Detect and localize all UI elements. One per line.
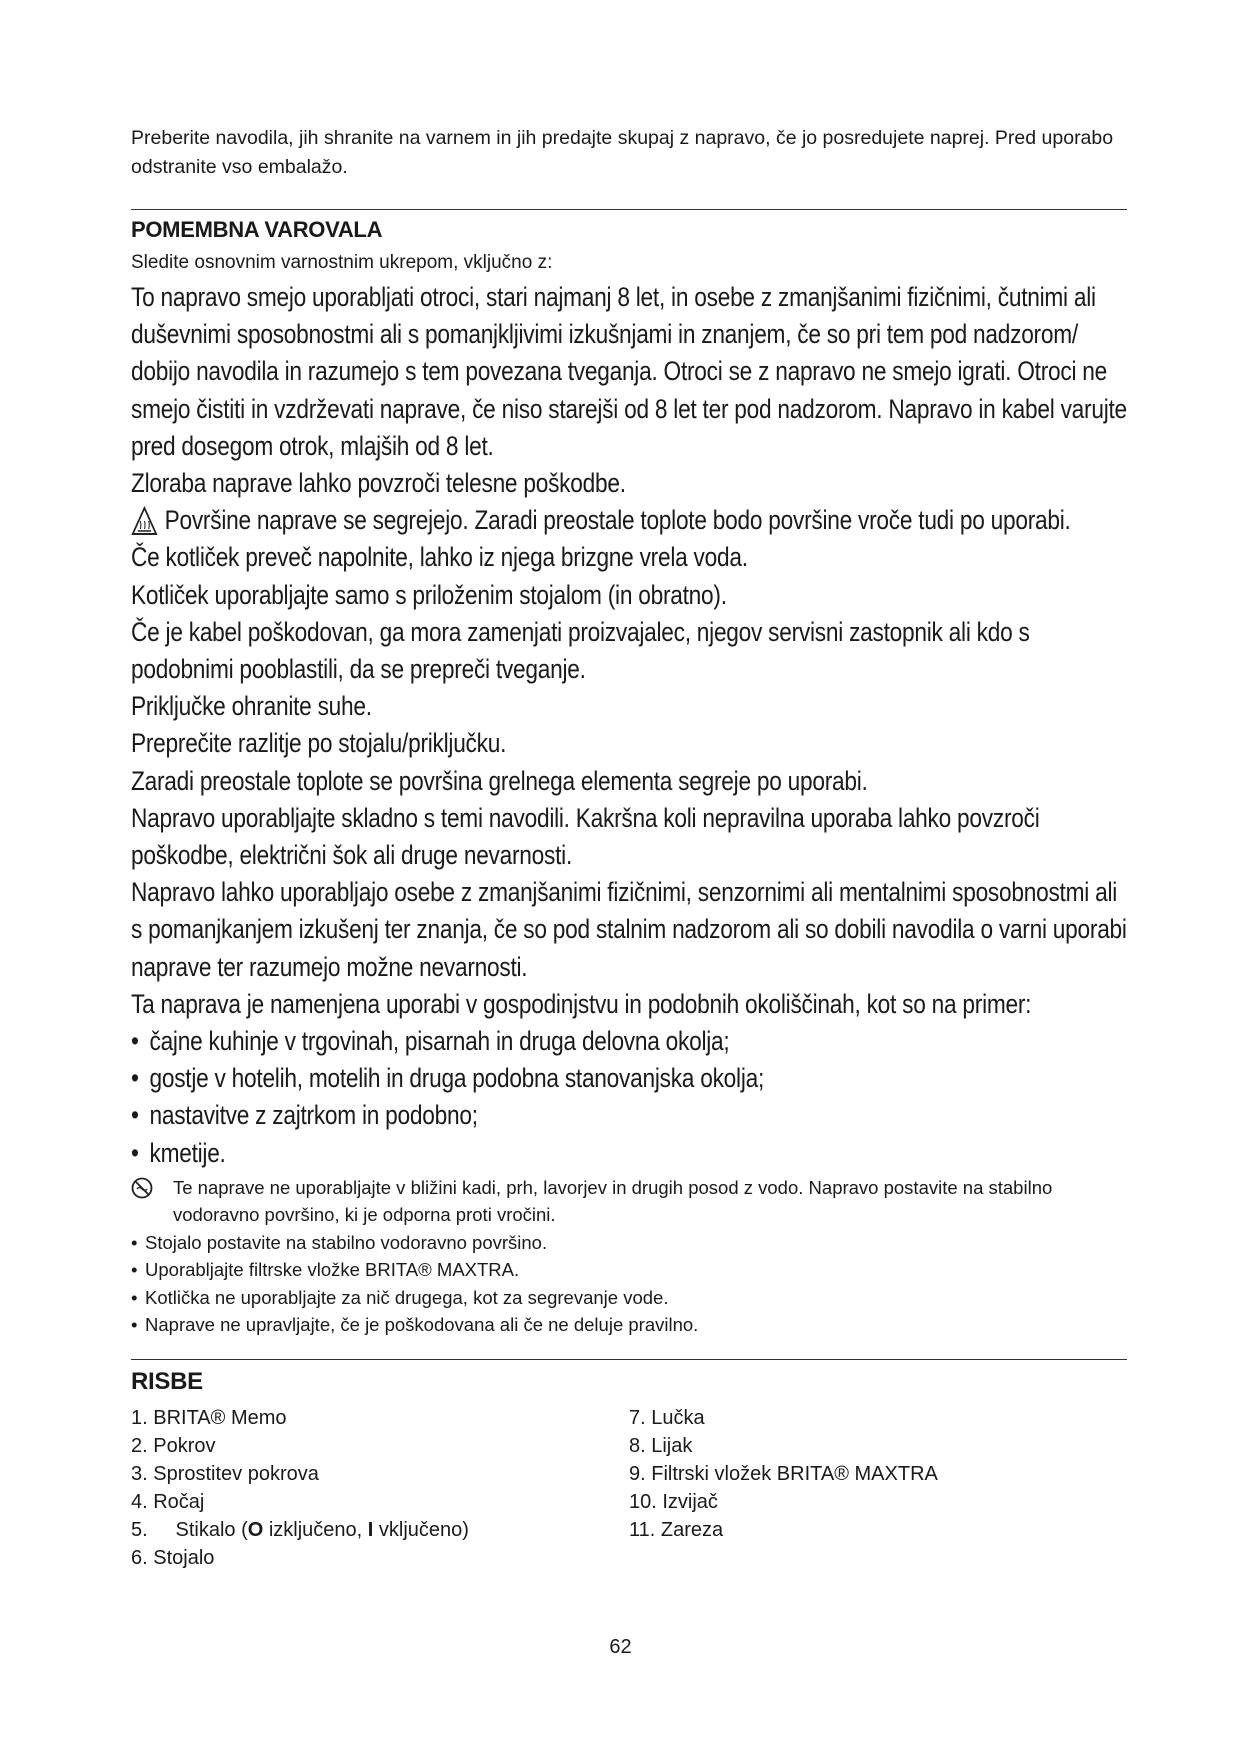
safety-paragraph: Zloraba naprave lahko povzroči telesne poškodbe. xyxy=(131,468,626,499)
part-item: 2. Pokrov xyxy=(131,1434,216,1457)
part-item: 3. Sprostitev pokrova xyxy=(131,1462,319,1485)
bullet-dot: • xyxy=(131,1231,138,1253)
list-item: • čajne kuhinje v trgovinah, pisarnah in druga delovna okolja; xyxy=(131,1023,1127,1060)
drawings-heading: RISBE xyxy=(131,1367,203,1395)
safety-notes xyxy=(131,1174,1127,1339)
bullet-dot: • xyxy=(131,1314,138,1336)
safety-paragraph: Napravo uporabljajte skladno s temi navodili. Kakršna koli nepravilna uporaba lahko povzroči poškodbe, električni šok ali druge nevarnosti. xyxy=(131,802,1040,871)
hot-surface-warning xyxy=(131,502,1127,539)
safety-paragraph: Če kotliček preveč napolnite, lahko iz njega brizgne vrela voda. xyxy=(131,542,748,573)
no-water-icon xyxy=(131,1177,153,1199)
parts-column-left xyxy=(131,1404,629,1572)
list-item: • Stojalo postavite na stabilno vodoravno površino. xyxy=(131,1229,1127,1257)
safety-subtitle: Sledite osnovnim varnostnim ukrepom, vključno z: xyxy=(131,252,553,273)
safety-paragraph: To napravo smejo uporabljati otroci, stari najmanj 8 let, in osebe z zmanjšanimi fizičnimi, čutnimi ali duševnimi sposobnostmi ali s pomanjkljivimi izkušnjami in znanjem, če so pri tem pod nadzorom/ dobijo navodila in razumejo s tem povezana tveganja. Otroci se z napravo ne smejo igrati. Otroci ne smejo čistiti in vzdrževati naprave, če niso starejši od 8 let ter pod nadzorom. Napravo in kabel varujte pred dosegom otrok, mlajših od 8 let. xyxy=(131,282,1127,461)
part-item: 1. BRITA® Memo xyxy=(131,1406,287,1429)
bullet-dot: • xyxy=(131,1063,139,1094)
safety-paragraph: Priključke ohranite suhe. xyxy=(131,691,372,722)
bullet-dot: • xyxy=(131,1137,139,1168)
safety-heading: POMEMBNA VAROVALA xyxy=(131,217,383,242)
safety-paragraph: Preprečite razlitje po stojalu/priključku. xyxy=(131,728,507,759)
bullet-dot: • xyxy=(131,1286,138,1308)
drawings-parts-list xyxy=(131,1404,1127,1572)
document-page xyxy=(131,124,1127,1572)
hot-surface-icon xyxy=(131,506,158,536)
list-item: • Kotlička ne uporabljajte za nič drugega, kot za segrevanje vode. xyxy=(131,1284,1127,1312)
bullet-dot: • xyxy=(131,1259,138,1281)
part-item: 7. Lučka xyxy=(629,1406,705,1429)
part-item: 11. Zareza xyxy=(629,1518,724,1541)
safety-body xyxy=(131,279,1127,1172)
part-item: 8. Lijak xyxy=(629,1434,693,1457)
list-item: • gostje v hotelih, motelih in druga podobna stanovanjska okolja; xyxy=(131,1060,1127,1097)
safety-paragraph: Zaradi preostale toplote se površina grelnega elementa segreje po uporabi. xyxy=(131,765,868,796)
parts-column-right xyxy=(629,1404,1127,1572)
part-item: 4. Ročaj xyxy=(131,1490,205,1513)
off-symbol: O xyxy=(247,1518,264,1541)
on-symbol: I xyxy=(367,1518,374,1541)
page-number: 62 xyxy=(609,1636,632,1658)
list-item: • Naprave ne upravljajte, če je poškodovana ali če ne deluje pravilno. xyxy=(131,1311,1127,1339)
list-item: • nastavitve z zajtrkom in podobno; xyxy=(131,1097,1127,1134)
intro-text: Preberite navodila, jih shranite na varnem in jih predajte skupaj z napravo, če jo posredujete naprej. Pred uporabo odstranite vso embalažo. xyxy=(131,127,1114,178)
part-item: 9. Filtrski vložek BRITA® MAXTRA xyxy=(629,1462,938,1485)
list-item: • kmetije. xyxy=(131,1135,1127,1172)
safety-paragraph: Če je kabel poškodovan, ga mora zamenjati proizvajalec, njegov servisni zastopnik ali kdo s podobnimi pooblastili, da se prepreči tveganje. xyxy=(131,616,1030,685)
safety-paragraph: Napravo lahko uporabljajo osebe z zmanjšanimi fizičnimi, senzornimi ali mentalnimi sposobnostmi ali s pomanjkanjem izkušenj ter znanja, če so pod stalnim nadzorom ali so dobili navodila o varni uporabi naprave ter razumejo možne nevarnosti. xyxy=(131,877,1127,982)
water-warning: Te naprave ne uporabljajte v bližini kadi, prh, lavorjev in drugih posod z vodo. Napravo postavite na stabilno vodoravno površino, ki je odporna proti vročini. xyxy=(131,1174,1127,1229)
list-item: • Uporabljajte filtrske vložke BRITA® MAXTRA. xyxy=(131,1256,1127,1284)
bullet-dot: • xyxy=(131,1026,139,1057)
bullet-dot: • xyxy=(131,1100,139,1131)
safety-paragraph: Ta naprava je namenjena uporabi v gospodinjstvu in podobnih okoliščinah, kot so na primer: xyxy=(131,988,1032,1019)
part-item: 5. Stikalo (O izključeno, I vključeno) xyxy=(131,1518,469,1541)
part-item: 6. Stojalo xyxy=(131,1546,215,1569)
safety-paragraph: Kotliček uporabljajte samo s priloženim stojalom (in obratno). xyxy=(131,579,727,610)
part-item: 10. Izvijač xyxy=(629,1490,718,1513)
safety-paragraph: Površine naprave se segrejejo. Zaradi preostale toplote bodo površine vroče tudi po uporabi. xyxy=(164,505,1071,536)
